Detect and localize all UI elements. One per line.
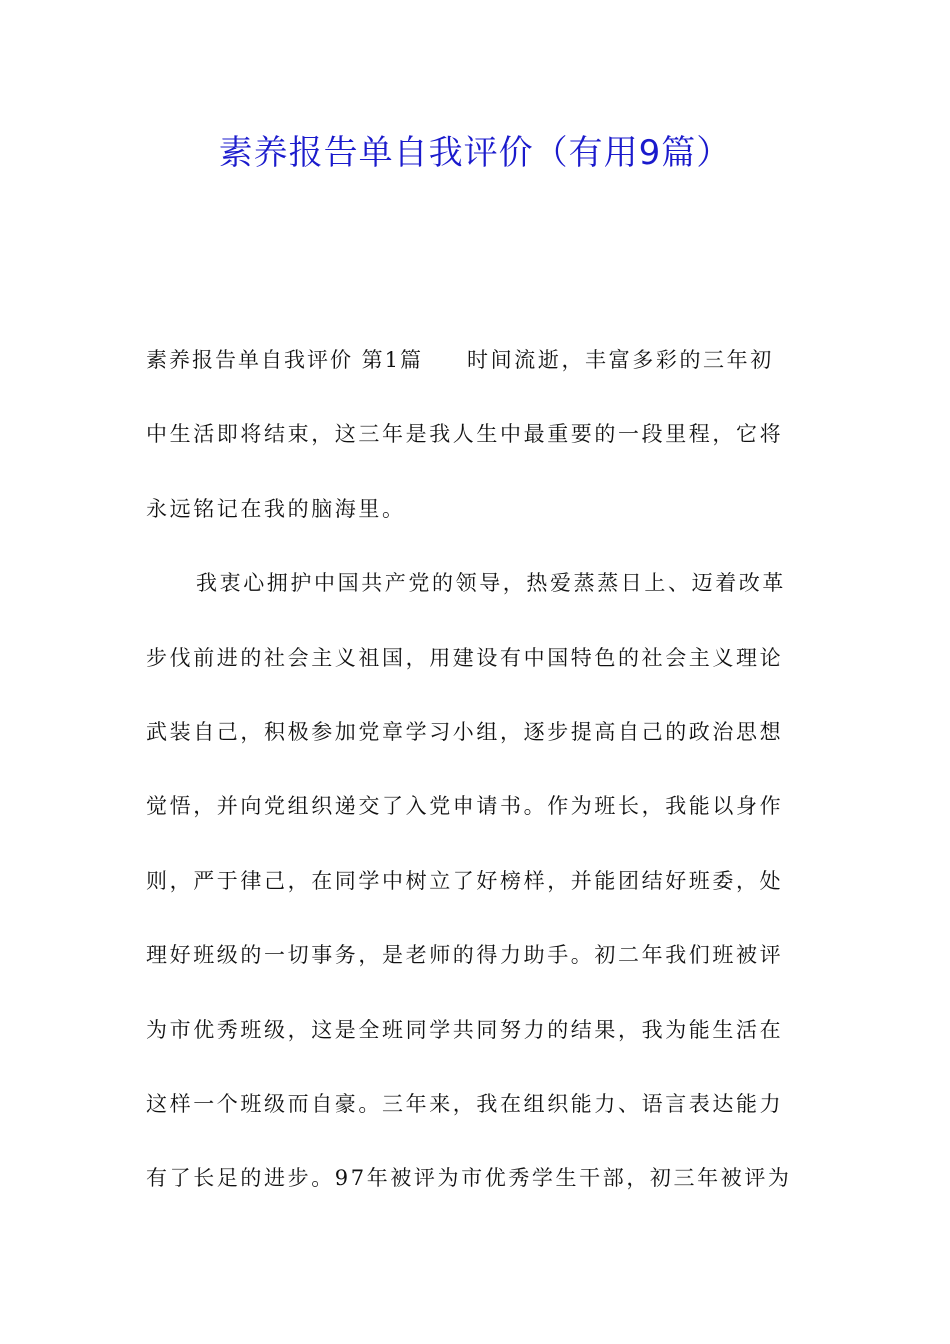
paragraph-line: 武装自己，积极参加党章学习小组，逐步提高自己的政治思想 <box>146 719 784 744</box>
paragraph-line: 我衷心拥护中国共产党的领导，热爱蒸蒸日上、迈着改革 <box>196 571 786 596</box>
paragraph-line: 中生活即将结束，这三年是我人生中最重要的一段里程，它将 <box>146 422 784 447</box>
paragraph-line: 觉悟，并向党组织递交了入党申请书。作为班长，我能以身作 <box>146 794 784 819</box>
paragraph-line: 永远铭记在我的脑海里。 <box>146 496 406 521</box>
paragraph-line: 步伐前进的社会主义祖国，用建设有中国特色的社会主义理论 <box>146 645 784 670</box>
paragraph-line: 则，严于律己，在同学中树立了好榜样，并能团结好班委，处 <box>146 868 784 893</box>
paragraph-line: 理好班级的一切事务，是老师的得力助手。初二年我们班被评 <box>146 943 784 968</box>
document-body <box>146 340 806 1233</box>
document-title: 素养报告单自我评价（有用9篇） <box>218 133 732 173</box>
paragraph-text: 时间流逝，丰富多彩的三年初 <box>467 348 774 372</box>
paragraph-line <box>146 340 806 414</box>
paragraph-line: 有了长足的进步。97年被评为市优秀学生干部，初三年被评为 <box>146 1166 792 1191</box>
section-heading: 素养报告单自我评价 第1篇 <box>146 348 424 372</box>
paragraph-line: 为市优秀班级，这是全班同学共同努力的结果，我为能生活在 <box>146 1017 784 1042</box>
paragraph-line: 这样一个班级而自豪。三年来，我在组织能力、语言表达能力 <box>146 1091 784 1116</box>
